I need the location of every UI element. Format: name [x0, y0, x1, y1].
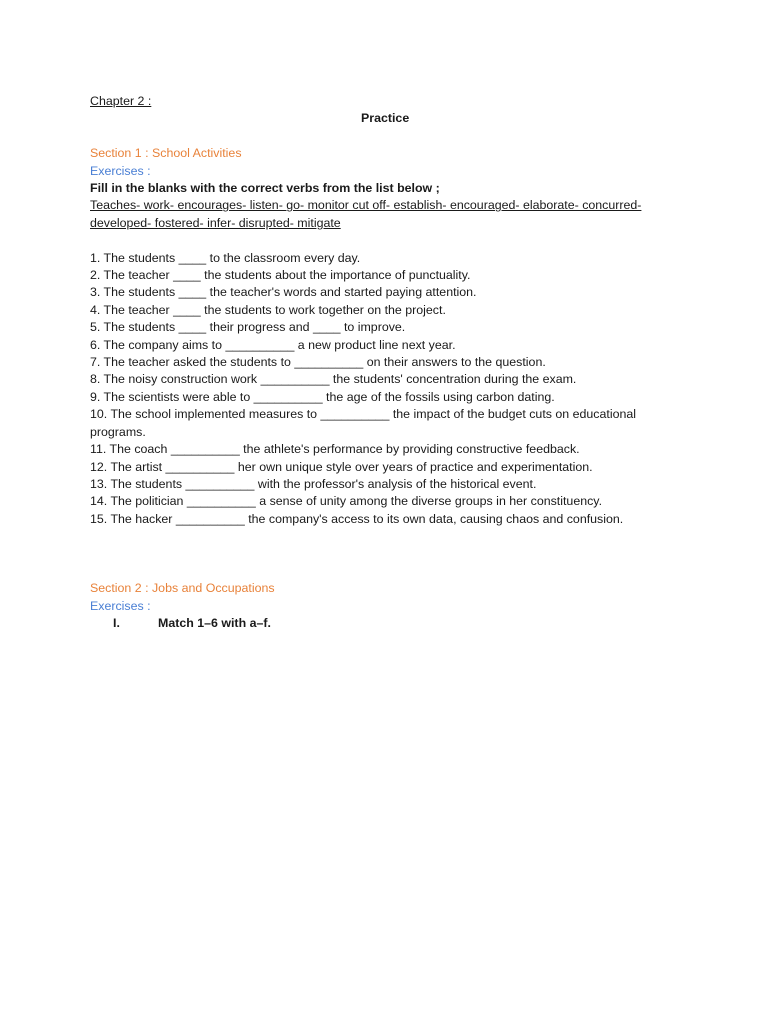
question-item: 9. The scientists were able to __________ the age of the fossils using carbon dating. — [90, 389, 555, 404]
question-item: 15. The hacker __________ the company's access to its own data, causing chaos and confusion. — [90, 511, 624, 526]
section-2 — [90, 580, 670, 632]
question-item: 14. The politician __________ a sense of unity among the diverse groups in her constituency. — [90, 494, 603, 509]
question-item: 13. The students __________ with the professor's analysis of the historical event. — [90, 476, 537, 491]
section-1 — [90, 145, 670, 528]
section-1-exercises-label: Exercises : — [90, 163, 151, 178]
question-list — [90, 250, 670, 529]
word-list-line-2: developed- fostered- infer- disrupted- mitigate — [90, 215, 341, 230]
question-item: 6. The company aims to __________ a new product line next year. — [90, 337, 456, 352]
question-item: 11. The coach __________ the athlete's performance by providing constructive feedback. — [90, 442, 580, 457]
question-item: 8. The noisy construction work __________ the students' concentration during the exam. — [90, 372, 577, 387]
chapter-heading: Chapter 2 : — [90, 94, 152, 108]
word-list-line-1: Teaches- work- encourages- listen- go- monitor cut off- establish- encouraged- elaborate- concurred- — [90, 198, 642, 213]
question-item: 1. The students ____ to the classroom every day. — [90, 250, 361, 265]
match-exercise-item — [90, 615, 670, 632]
question-item: 7. The teacher asked the students to __________ on their answers to the question. — [90, 355, 546, 370]
question-item: 4. The teacher ____ the students to work together on the project. — [90, 302, 446, 317]
section-2-exercises-label: Exercises : — [90, 598, 151, 613]
section-2-title: Section 2 : Jobs and Occupations — [90, 581, 275, 596]
section-1-title: Section 1 : School Activities — [90, 146, 242, 161]
question-item: 2. The teacher ____ the students about the importance of punctuality. — [90, 268, 471, 283]
question-item: 12. The artist __________ her own unique style over years of practice and experimentation. — [90, 459, 593, 474]
question-item: 3. The students ____ the teacher's words and started paying attention. — [90, 285, 477, 300]
page-title: Practice — [361, 111, 410, 126]
document-page — [90, 93, 670, 632]
item-instruction: Match 1–6 with a–f. — [158, 615, 271, 630]
question-item: 5. The students ____ their progress and ____ to improve. — [90, 320, 406, 335]
item-number: I. — [113, 615, 120, 630]
section-1-instruction: Fill in the blanks with the correct verbs from the list below ; — [90, 181, 440, 196]
question-item: 10. The school implemented measures to __________ the impact of the budget cuts on educational programs. — [90, 407, 637, 439]
